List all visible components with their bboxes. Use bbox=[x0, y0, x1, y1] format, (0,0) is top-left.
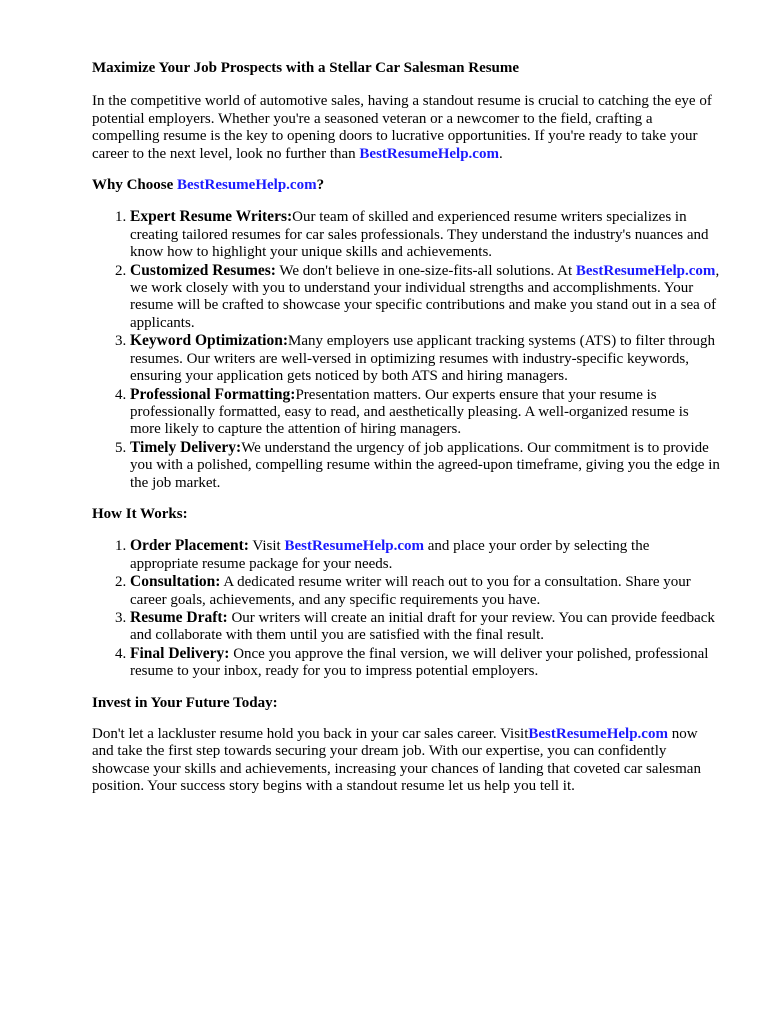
how-item-text: and place your order by selecting the appropriate resume package for your needs. bbox=[130, 538, 650, 572]
why-heading-link[interactable]: BestResumeHelp.com bbox=[177, 177, 317, 194]
how-item-text: Visit bbox=[248, 538, 285, 555]
how-item-text: A dedicated resume writer will reach out to you for a consultation. Share your career goals, achievements, and any specific requirements you have. bbox=[130, 574, 691, 608]
how-item-text: Our writers will create an initial draft for your review. You can provide feedback and collaborate with them until you are satisfied with the final result. bbox=[130, 609, 715, 644]
how-list bbox=[92, 537, 720, 680]
why-item-expert-writers bbox=[130, 208, 720, 261]
intro-end: . bbox=[498, 145, 503, 162]
why-item-customized bbox=[130, 262, 720, 333]
how-item-title: Final Delivery: bbox=[130, 644, 230, 662]
intro-link[interactable]: BestResumeHelp.com bbox=[359, 145, 499, 162]
how-item-draft bbox=[130, 609, 720, 645]
how-item-link[interactable]: BestResumeHelp.com bbox=[284, 538, 425, 555]
how-item-title: Resume Draft: bbox=[130, 608, 228, 626]
why-item-title: Keyword Optimization: bbox=[130, 332, 288, 350]
invest-link[interactable]: BestResumeHelp.com bbox=[528, 726, 668, 742]
document-title: Maximize Your Job Prospects with a Stellar Car Salesman Resume bbox=[92, 60, 520, 76]
how-item-title: Consultation: bbox=[130, 573, 221, 591]
why-item-text: We understand the urgency of job applications. Our commitment is to provide you with a polished, compelling resume within the agreed-upon timeframe, giving you the edge in the job market. bbox=[130, 439, 720, 491]
why-heading-suffix: ? bbox=[316, 177, 325, 194]
why-item-text: , we work closely with you to understand your individual strengths and accomplishments. Your resume will be crafted to showcase your specific contributions and make you stand out in a sea of applicants. bbox=[130, 262, 720, 331]
why-item-title: Customized Resumes: bbox=[130, 261, 276, 279]
why-list bbox=[92, 208, 720, 492]
why-item-title: Expert Resume Writers: bbox=[130, 208, 293, 226]
how-item-text: Once you approve the final version, we will deliver your polished, professional resume to your inbox, ready for you to impress potential employers. bbox=[130, 645, 709, 680]
why-item-text: Many employers use applicant tracking systems (ATS) to filter through resumes. Our writers are well-versed in optimizing resumes with industry-specific keywords, ensuring your application gets noticed by both ATS and hiring managers. bbox=[130, 333, 715, 385]
invest-text: now and take the first step towards securing your dream job. With our expertise, you can confidently showcase your skills and achievements, increasing your chances of landing that coveted car salesman position. Your success story begins with a standout resume let us help you tell it. bbox=[92, 726, 701, 795]
how-item-title: Order Placement: bbox=[130, 537, 249, 555]
why-heading bbox=[92, 177, 720, 194]
why-item-text: Our team of skilled and experienced resume writers specializes in creating tailored resumes for car sales professionals. They understand the industry's nuances and know how to highlight your unique skills and achievements. bbox=[130, 209, 709, 261]
why-item-delivery bbox=[130, 439, 720, 492]
why-item-text: We don't believe in one-size-fits-all solutions. At bbox=[275, 262, 576, 279]
why-item-formatting bbox=[130, 386, 720, 439]
invest-text: Don't let a lackluster resume hold you back in your car sales career. Visit bbox=[92, 726, 529, 742]
how-item-consultation bbox=[130, 573, 720, 609]
why-item-title: Timely Delivery: bbox=[130, 438, 242, 456]
how-item-order bbox=[130, 537, 720, 573]
why-item-keyword bbox=[130, 332, 720, 385]
intro-paragraph bbox=[92, 93, 720, 163]
why-item-link[interactable]: BestResumeHelp.com bbox=[575, 262, 716, 279]
invest-paragraph bbox=[92, 726, 720, 796]
invest-heading: Invest in Your Future Today: bbox=[92, 694, 278, 711]
how-heading: How It Works: bbox=[92, 505, 188, 522]
why-item-text: Presentation matters. Our experts ensure that your resume is professionally formatted, easy to read, and aesthetically pleasing. A well-organized resume is more likely to capture the attention of hiring managers. bbox=[130, 386, 689, 438]
why-heading-prefix: Why Choose bbox=[92, 177, 178, 194]
why-item-title: Professional Formatting: bbox=[130, 385, 296, 403]
intro-text: In the competitive world of automotive sales, having a standout resume is crucial to catching the eye of potential employers. Whether you're a seasoned veteran or a newcomer to the field, crafting a compelling resume is the key to opening doors to lucrative opportunities. If you're ready to take your career to the next level, look no further than bbox=[92, 93, 712, 162]
how-item-final bbox=[130, 645, 720, 681]
